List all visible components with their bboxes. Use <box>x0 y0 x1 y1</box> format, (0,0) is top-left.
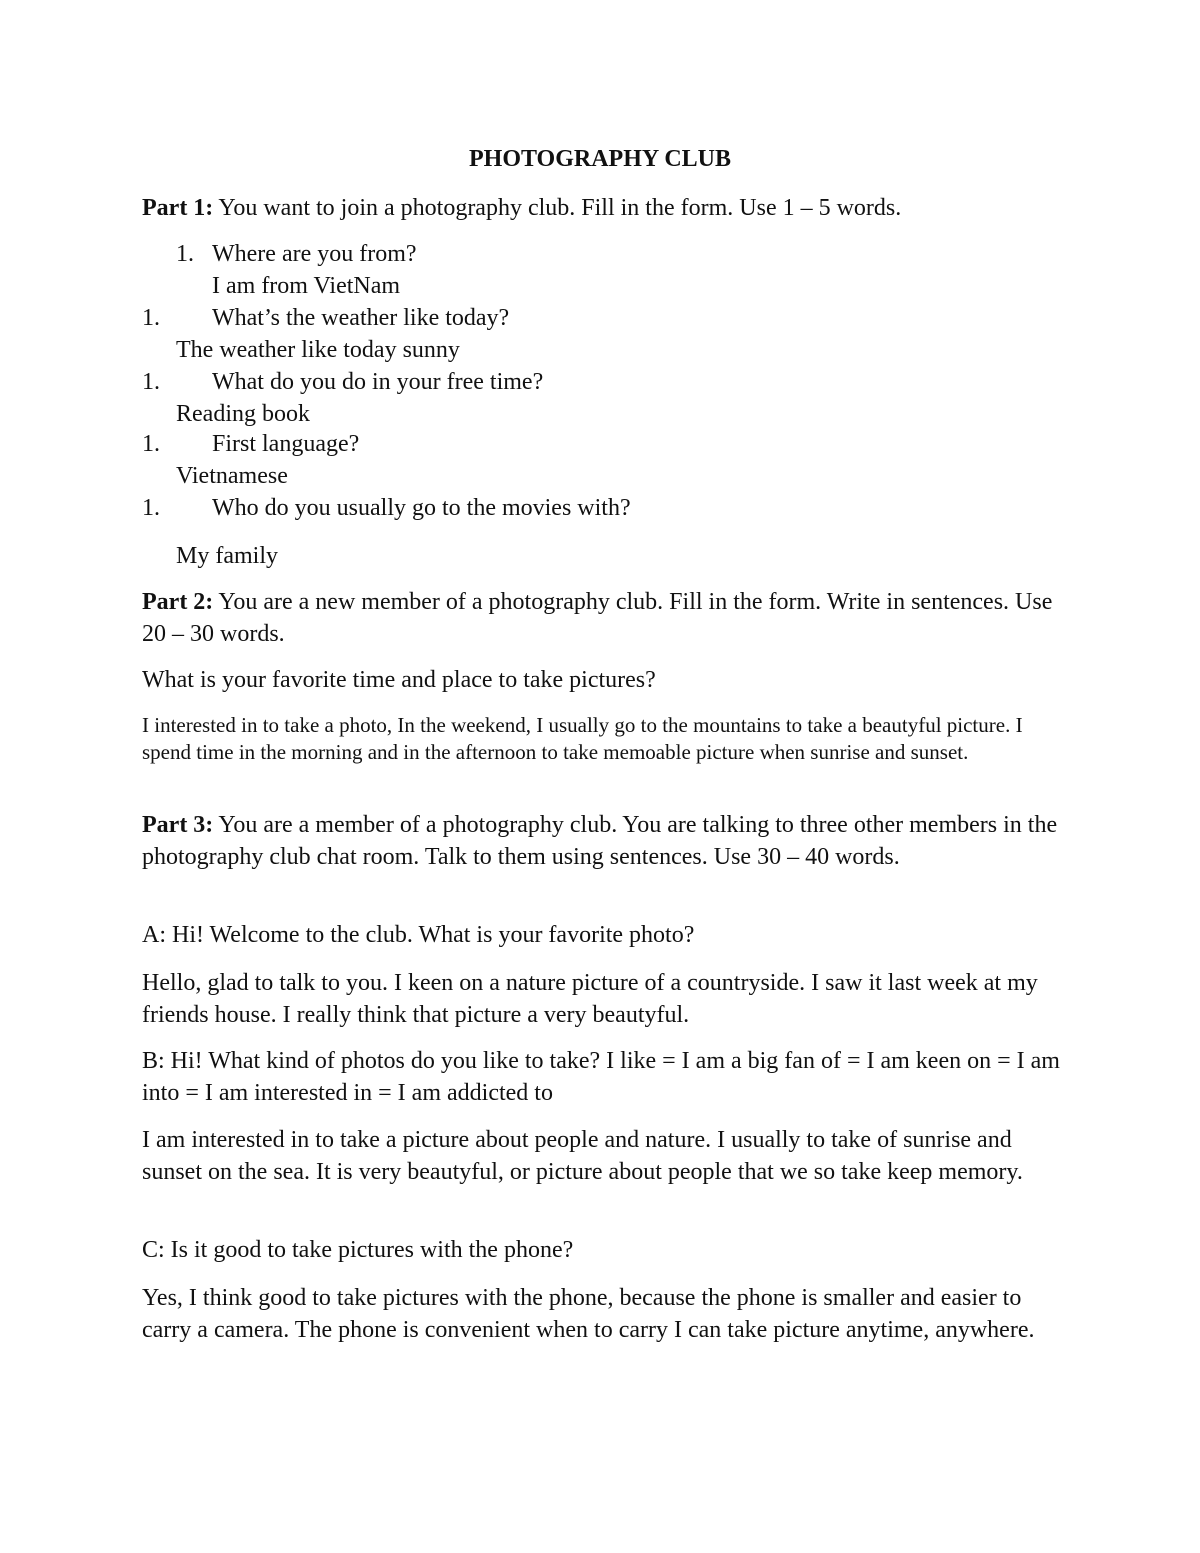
part1-item-3-number: 1. <box>142 369 160 395</box>
part3-heading <box>142 809 1062 873</box>
part1-heading <box>142 192 1062 224</box>
part3-answer-b: I am interested in to take a picture about people and nature. I usually to take of sunrise and sunset on the sea. It is very beautyful, or picture about people that we so take keep memory. <box>142 1127 1023 1185</box>
part1-item-1-answer: I am from VietNam <box>212 273 401 299</box>
part2-label: Part 2: <box>142 589 214 615</box>
part1-item-5-number: 1. <box>142 495 160 521</box>
part1-item-2-question: What’s the weather like today? <box>212 305 510 331</box>
part3-label: Part 3: <box>142 812 214 838</box>
part2-heading <box>142 586 1062 650</box>
part1-item-3-answer: Reading book <box>176 401 310 427</box>
part3-question-c: C: Is it good to take pictures with the phone? <box>142 1237 574 1263</box>
part1-item-4-number: 1. <box>142 431 160 457</box>
part1-item-3-question: What do you do in your free time? <box>212 369 544 395</box>
part1-instruction: You want to join a photography club. Fill in the form. Use 1 – 5 words. <box>218 195 902 221</box>
part1-item-5-answer: My family <box>176 543 278 569</box>
part2-instruction: You are a new member of a photography club. Fill in the form. Write in sentences. Use 20 – 30 words. <box>142 589 1053 647</box>
part1-item-4-answer: Vietnamese <box>176 463 288 489</box>
part1-item-5-question: Who do you usually go to the movies with? <box>212 495 631 521</box>
part2-answer: I interested in to take a photo, In the weekend, I usually go to the mountains to take a beautyful picture. I spend time in the morning and in the afternoon to take memoable picture when sunrise and sunset. <box>142 713 1023 764</box>
part3-answer-a: Hello, glad to talk to you. I keen on a nature picture of a countryside. I saw it last week at my friends house. I really think that picture a very beautyful. <box>142 970 1038 1028</box>
document-title: PHOTOGRAPHY CLUB <box>468 146 732 172</box>
part1-item-4-question: First language? <box>212 431 360 457</box>
part2-question: What is your favorite time and place to take pictures? <box>142 667 656 693</box>
part3-answer-c: Yes, I think good to take pictures with the phone, because the phone is smaller and easier to carry a camera. The phone is convenient when to carry I can take picture anytime, anywhere. <box>142 1285 1035 1343</box>
part1-item-1-number: 1. <box>176 241 194 267</box>
part3-instruction: You are a member of a photography club. You are talking to three other members in the photography club chat room. Talk to them using sentences. Use 30 – 40 words. <box>142 812 1058 870</box>
part3-question-a: A: Hi! Welcome to the club. What is your favorite photo? <box>142 922 695 948</box>
part1-item-1-question: Where are you from? <box>212 241 417 267</box>
part1-label: Part 1: <box>142 195 214 221</box>
part1-item-2-answer: The weather like today sunny <box>176 337 460 363</box>
part1-item-2-number: 1. <box>142 305 160 331</box>
part3-question-b: B: Hi! What kind of photos do you like to take? I like = I am a big fan of = I am keen on = I am into = I am interested in = I am addicted to <box>142 1048 1060 1106</box>
